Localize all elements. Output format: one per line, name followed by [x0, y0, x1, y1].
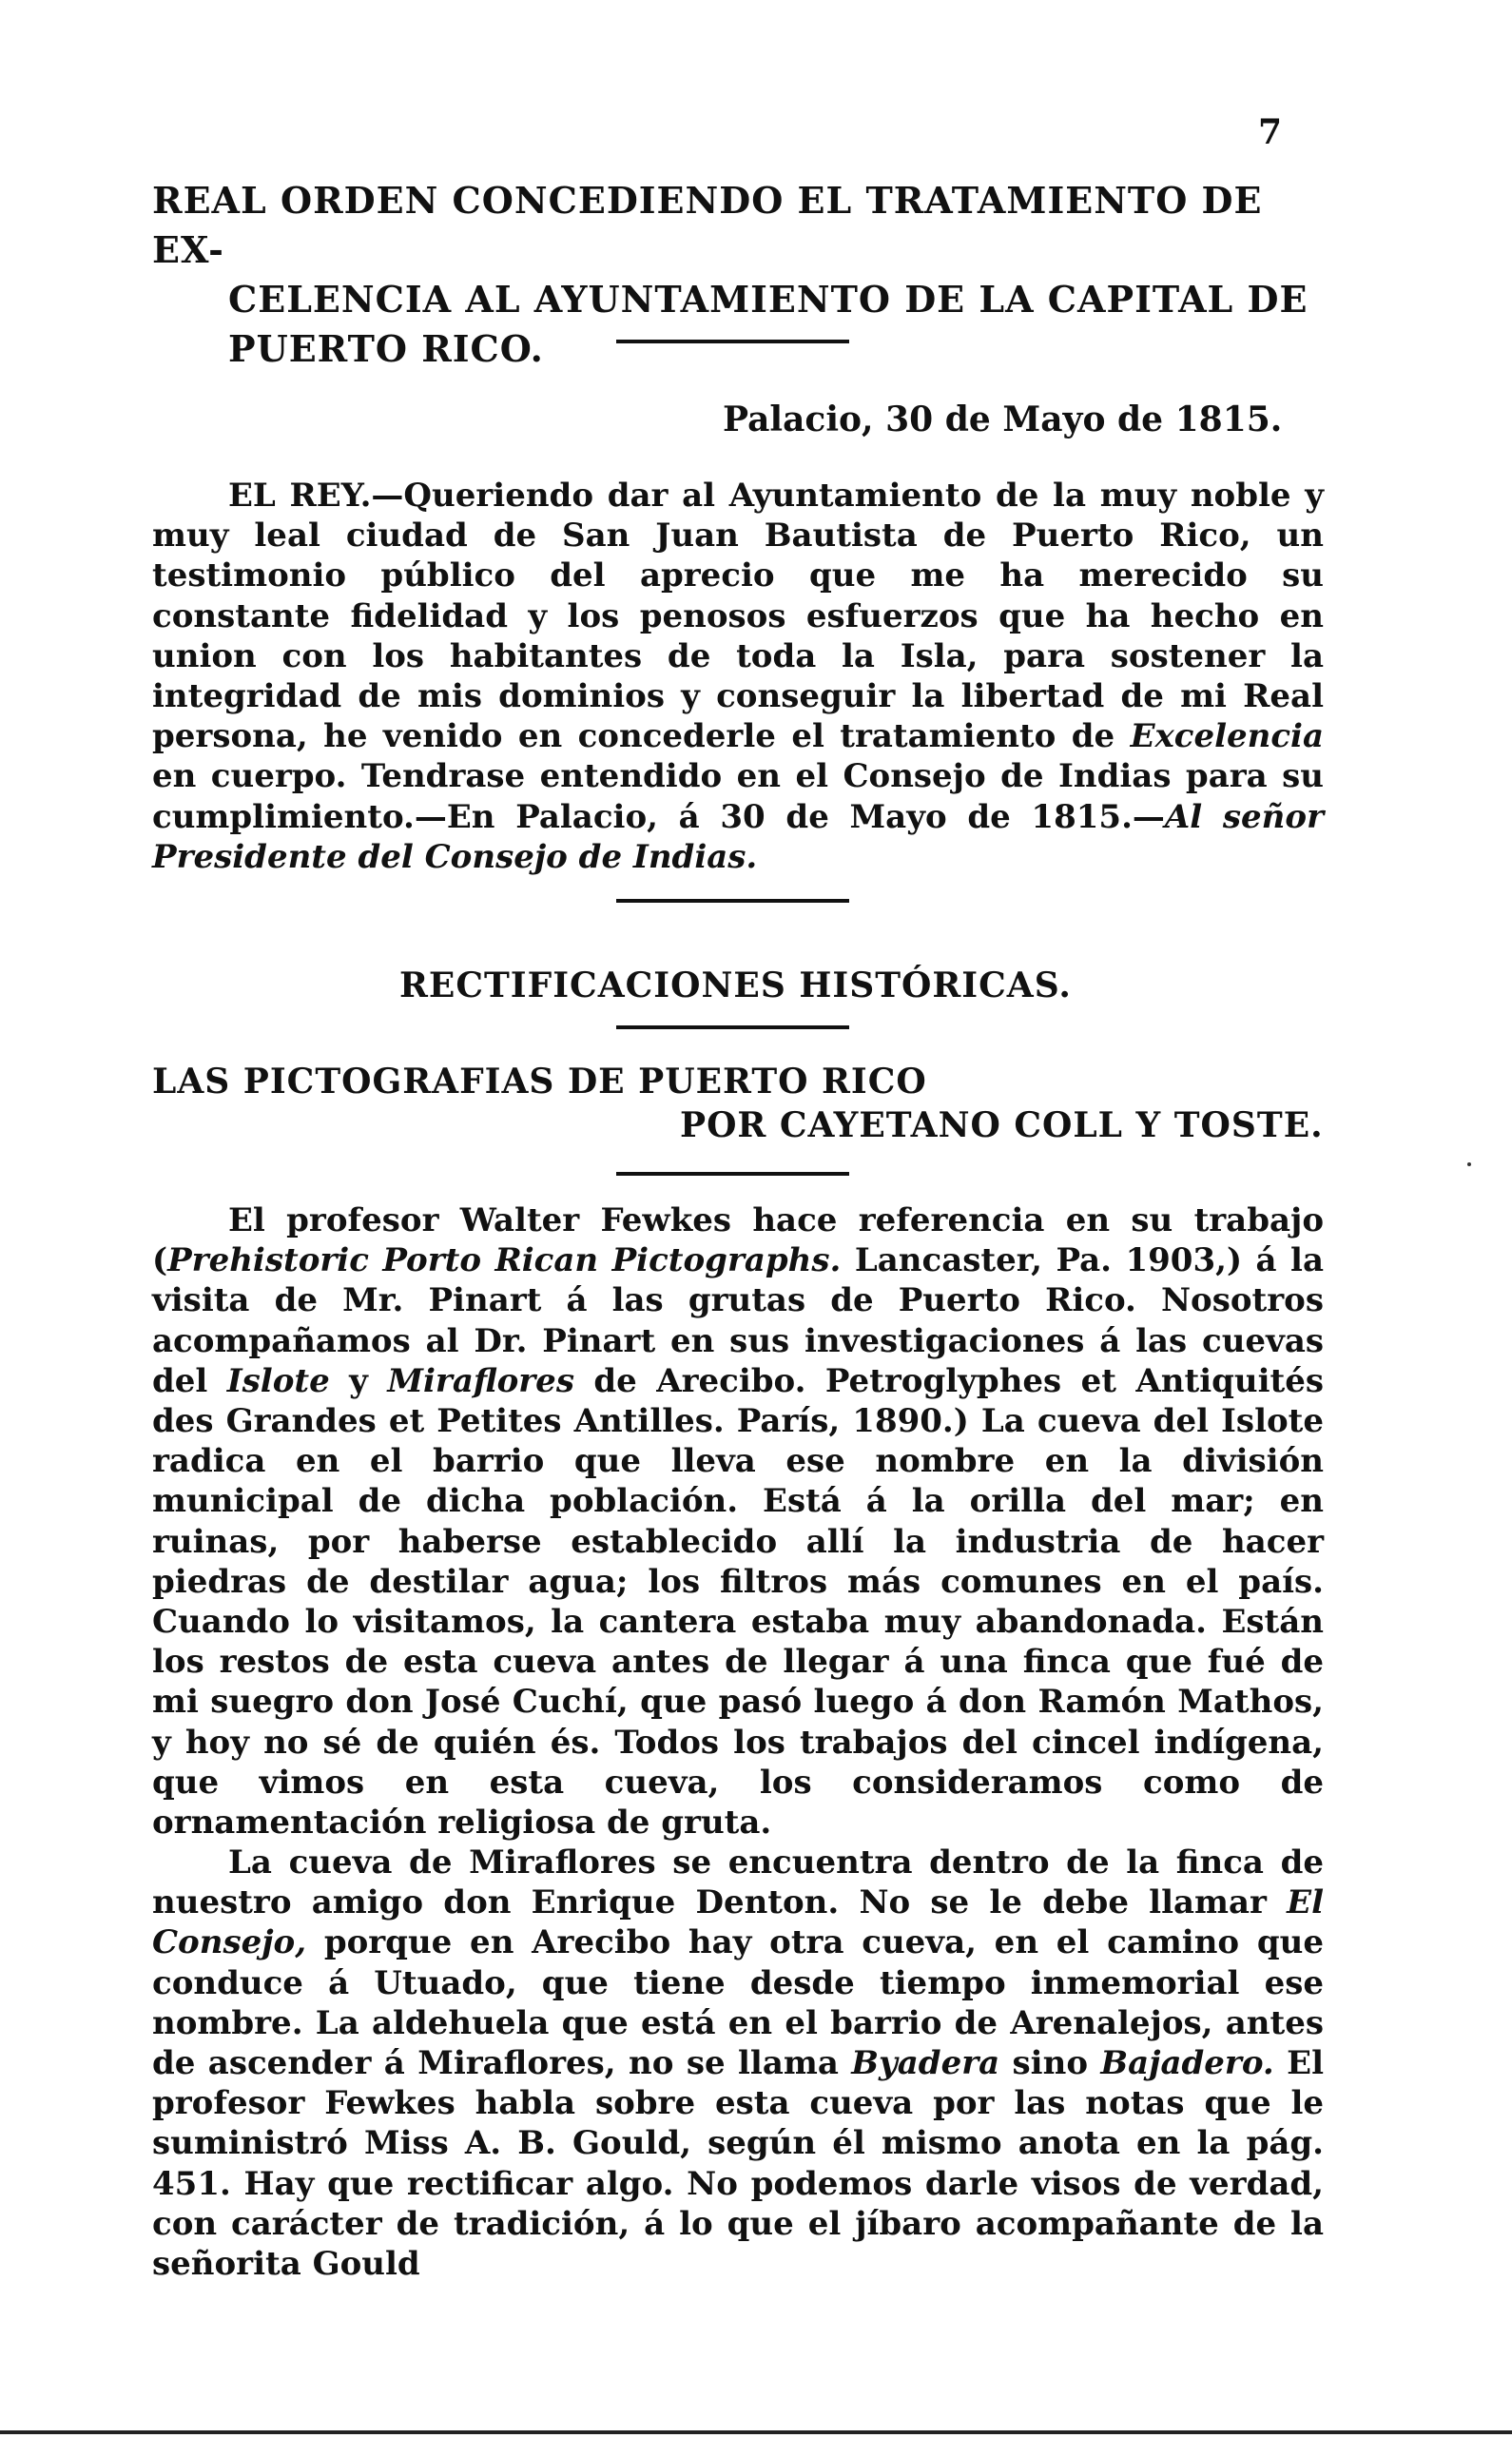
paragraph-text: porque en Arecibo hay otra cueva, en el camino que conduce á Utuado, que tiene desde tiempo inmemorial ese nombre. La aldehuela que está en el barrio de Arenalejos, antes de ascender á Miraflores, no se llama [152, 1923, 1324, 2083]
paragraph-text: El profesor Walter Fewkes hace referencia en su trabajo ( [152, 1201, 1324, 1280]
decree-body [152, 476, 1324, 877]
decree-text: en cuerpo. Tendrase entendido en el Consejo de Indias para su cumplimiento.—En Palacio, á 30 de Mayo de 1815.— [152, 757, 1324, 836]
decree-text: EL REY.—Queriendo dar al Ayuntamiento de la muy noble y muy leal ciudad de San Juan Bautista de Puerto Rico, un testimonio público del aprecio que me ha merecido su constante fidelidad y los penosos esfuerzos que ha hecho en union con los habitantes de toda la Isla, para sostener la integridad de mis dominios y conseguir la libertad de mi Real persona, he venido en concederle el tratamiento de [152, 477, 1324, 756]
paragraph-text: de Arecibo. Petroglyphes et Antiquités des Grandes et Petites Antilles. París, 1890.) La cueva del Islote radica en el barrio que lleva ese nombre en la división municipal de dicha población. Está á la orilla del mar; en ruinas, por haberse establecido allí la industria de hacer piedras de destilar agua; los filtros más comunes en el país. Cuando lo visitamos, la cantera estaba muy abandonada. Están los restos de esta cueva antes de llegar á una finca que fué de mi suegro don José Cuchí, que pasó luego á don Ramón Mathos, y hoy no sé de quién és. Todos los trabajos del cincel indígena, que vimos en esta cueva, los consideramos como de ornamentación religiosa de gruta. [152, 1361, 1324, 1843]
paragraph-italic: Islote [226, 1361, 330, 1400]
paragraph-italic: El Consejo, [152, 1883, 1324, 1962]
decree-title-line: CELENCIA AL AYUNTAMIENTO DE LA CAPITAL DE [228, 278, 1308, 321]
divider [616, 340, 849, 343]
article-paragraph-1 [152, 1200, 1324, 1843]
paragraph-italic: Miraflores [387, 1361, 574, 1400]
paragraph-text: sino [999, 2044, 1101, 2083]
paragraph-italic: Bajadero. [1100, 2044, 1274, 2083]
paragraph-italic: Prehistoric Porto Rican Pictographs. [167, 1241, 842, 1280]
decree-addressee: Al señor Presidente del Consejo de Indias. [152, 797, 1324, 876]
divider [616, 1025, 849, 1029]
decree-title-line: PUERTO RICO. [228, 327, 544, 370]
article-title: LAS PICTOGRAFIAS DE PUERTO RICO [152, 1062, 927, 1102]
paragraph-text: Lancaster, Pa. 1903,) á la visita de Mr. Pinart á las grutas de Puerto Rico. Nosotros acompañamos al Dr. Pinart en sus investigaciones á las cuevas del [152, 1241, 1324, 1400]
page-bottom-edge [0, 2430, 1512, 2434]
paragraph-italic: Byadera [851, 2044, 1000, 2083]
decree-italic-text: Excelencia [1130, 717, 1324, 756]
scan-speck [1467, 1162, 1471, 1166]
article-byline: POR CAYETANO COLL Y TOSTE. [680, 1105, 1324, 1145]
paragraph-text: La cueva de Miraflores se encuentra dentro de la finca de nuestro amigo don Enrique Denton. No se le debe llamar [152, 1843, 1324, 1922]
section-heading: RECTIFICACIONES HISTÓRICAS. [399, 965, 1072, 1005]
divider [616, 899, 849, 903]
decree-title [152, 176, 1322, 374]
article-paragraph-2 [152, 1843, 1324, 2284]
divider [616, 1172, 849, 1176]
paragraph-text: y [329, 1361, 388, 1400]
page-number: 7 [1258, 112, 1283, 152]
paragraph-text: El profesor Fewkes habla sobre esta cueva por las notas que le suministró Miss A. B. Gould, según él mismo anota en la pág. 451. Hay que rectificar algo. No podemos darle visos de verdad, con carácter de tradición, á lo que el jíbaro acompañante de la señorita Gould [152, 2044, 1324, 2284]
decree-dateline: Palacio, 30 de Mayo de 1815. [723, 400, 1283, 439]
decree-title-line: REAL ORDEN CONCEDIENDO EL TRATAMIENTO DE EX- [152, 179, 1263, 271]
